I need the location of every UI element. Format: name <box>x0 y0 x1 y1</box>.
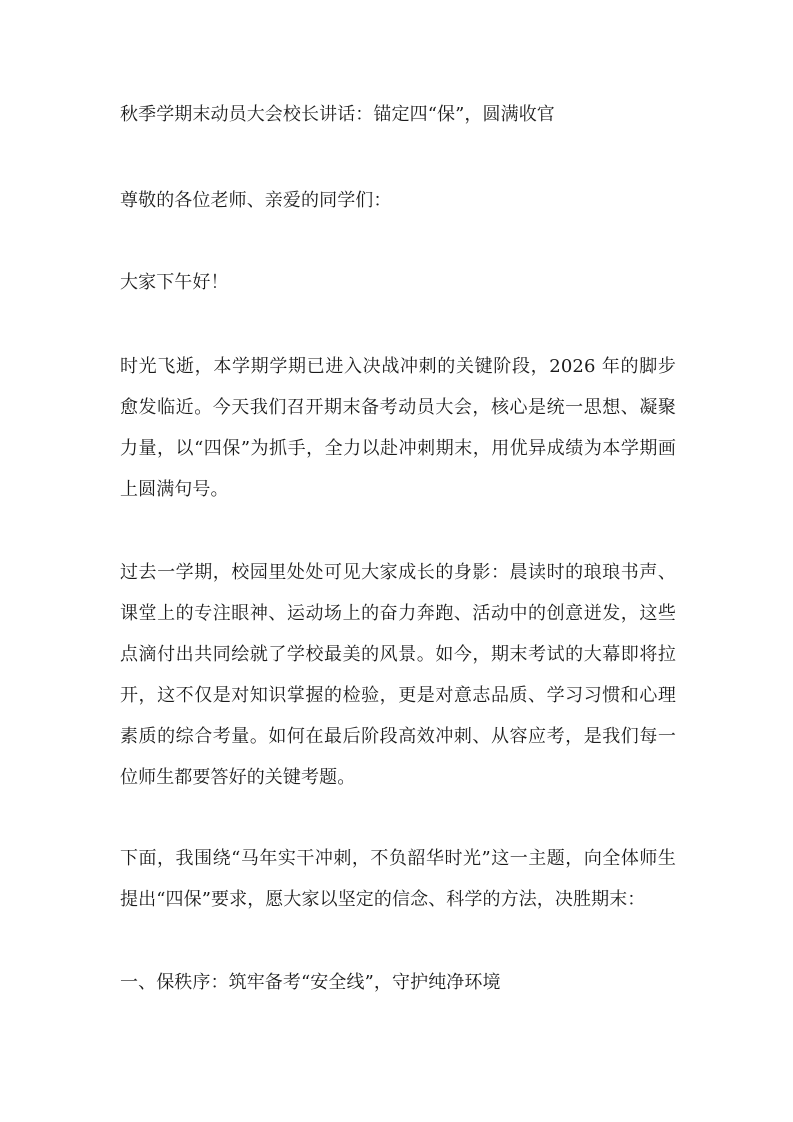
paragraph-theme: 下面，我围绕“马年实干冲刺，不负韶华时光”这一主题，向全体师生提出“四保”要求，愿大家以坚定的信念、科学的方法，决胜期末： <box>120 848 676 910</box>
paragraph-review: 过去一学期，校园里处处可见大家成长的身影：晨读时的琅琅书声、课堂上的专注眼神、运动场上的奋力奔跑、活动中的创意迸发，这些点滴付出共同绘就了学校最美的风景。如今，期末考试的大幕即将拉开，这不仅是对知识掌握的检验，更是对意志品质、学习习惯和心理素质的综合考量。如何在最后阶段高效冲刺、从容应考，是我们每一位师生都要答好的关键考题。 <box>120 562 676 788</box>
salutation: 尊敬的各位老师、亲爱的同学们： <box>120 190 392 211</box>
greeting: 大家下午好！ <box>120 272 229 293</box>
speech-title: 秋季学期末动员大会校长讲话：锚定四“保”，圆满收官 <box>120 104 555 125</box>
paragraph-intro: 时光飞逝，本学期学期已进入决战冲刺的关键阶段，2026 年的脚步愈发临近。今天我们召开期末备考动员大会，核心是统一思想、凝聚力量，以“四保”为抓手，全力以赴冲刺期末，用优异成绩为本学期画上圆满句号。 <box>120 356 676 500</box>
section-heading-1: 一、保秩序：筑牢备考“安全线”，守护纯净环境 <box>120 972 501 993</box>
